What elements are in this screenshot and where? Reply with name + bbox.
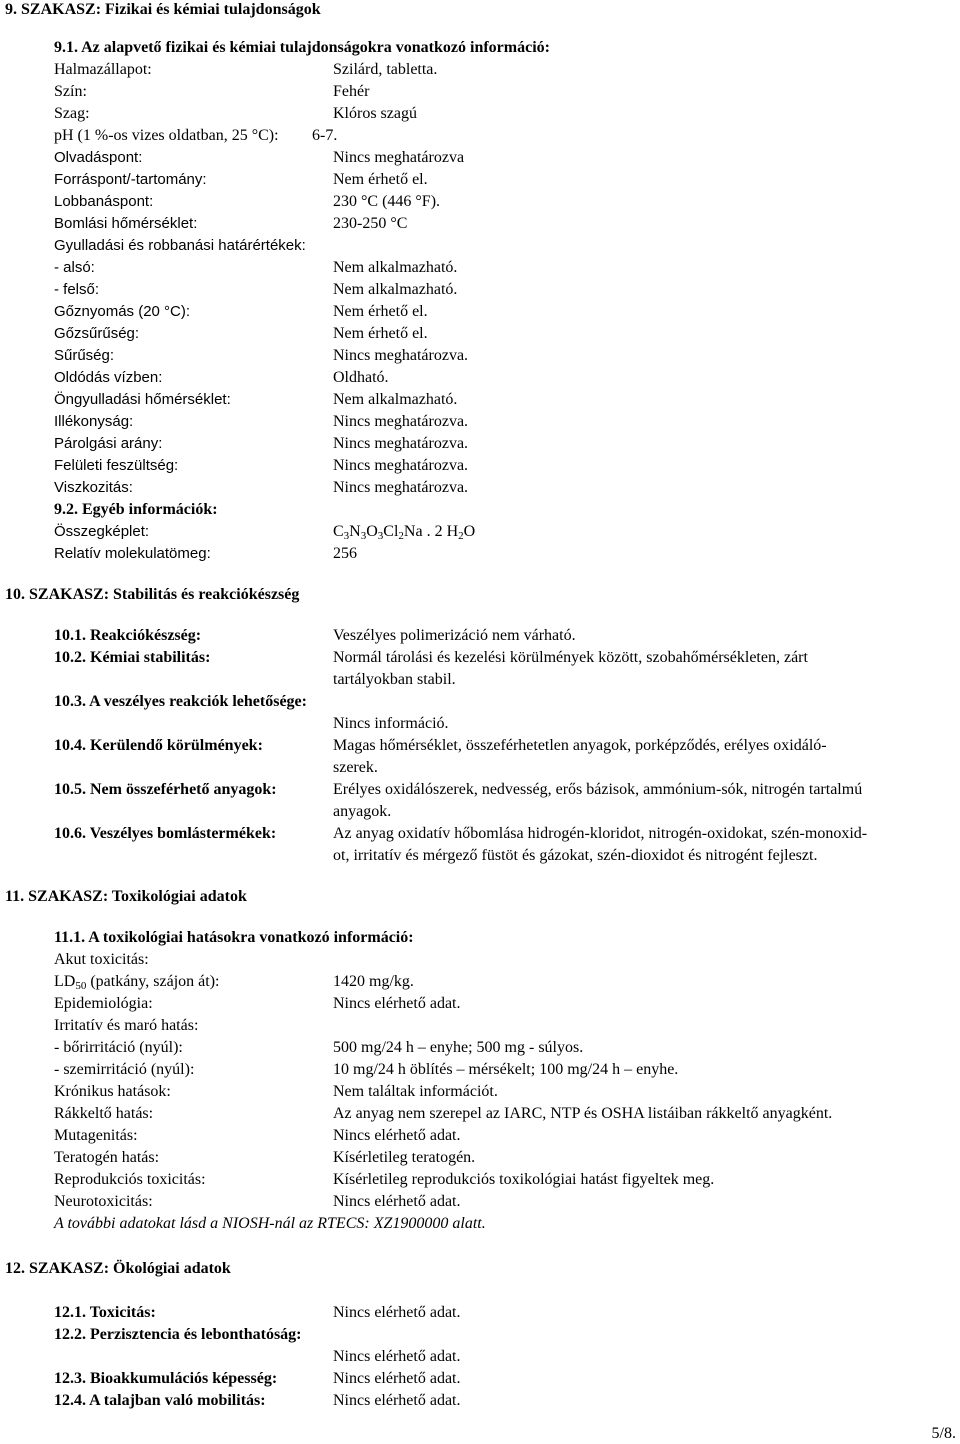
- tox-label: Mutagenitás:: [54, 1127, 138, 1144]
- tox-value: Nem találtak információt.: [333, 1083, 498, 1100]
- item-value: Erélyes oxidálószerek, nedvesség, erős bázisok, ammónium-sók, nitrogén tartalmú: [333, 781, 863, 798]
- item-value: szerek.: [333, 759, 378, 776]
- tox-label: Epidemiológia:: [54, 995, 153, 1012]
- item-value: Nincs elérhető adat.: [333, 1392, 461, 1409]
- property-label: Viszkozitás:: [54, 479, 133, 496]
- property-value: Nem érhető el.: [333, 171, 428, 188]
- property-value: Szilárd, tabletta.: [333, 61, 438, 78]
- item-value: anyagok.: [333, 803, 392, 820]
- property-label: pH (1 %-os vizes oldatban, 25 °C):: [54, 127, 279, 144]
- tox-label: Reprodukciós toxicitás:: [54, 1171, 206, 1188]
- property-value: Nincs meghatározva: [333, 149, 465, 166]
- item-value: Normál tárolási és kezelési körülmények között, szobahőmérsékleten, zárt: [333, 649, 808, 666]
- property-label: - felső:: [54, 281, 100, 298]
- property-value: 6-7.: [312, 127, 338, 144]
- property-value: Nem alkalmazható.: [333, 391, 458, 408]
- property-value: Nincs meghatározva.: [333, 457, 469, 474]
- property-label: Oldódás vízben:: [54, 369, 163, 386]
- property-label: Gyulladási és robbanási határértékek:: [54, 237, 306, 254]
- tox-value: Nincs elérhető adat.: [333, 995, 461, 1012]
- page-number: 5/8.: [931, 1425, 956, 1442]
- property-label: - alsó:: [54, 259, 95, 276]
- item-label: 10.3. A veszélyes reakciók lehetősége:: [54, 693, 307, 710]
- section-9-1-heading: 9.1. Az alapvető fizikai és kémiai tulajdonságokra vonatkozó információ:: [54, 39, 550, 56]
- item-label: 10.2. Kémiai stabilitás:: [54, 649, 211, 666]
- item-value: ot, irritatív és mérgező füstöt és gázokat, szén-dioxidot és nitrogént fejleszt.: [333, 847, 818, 864]
- item-label: 10.1. Reakciókészség:: [54, 627, 202, 644]
- property-label: Bomlási hőmérséklet:: [54, 215, 198, 232]
- property-value: Nem érhető el.: [333, 325, 428, 342]
- section-10-title: 10. SZAKASZ: Stabilitás és reakciókészség: [5, 586, 300, 603]
- section-9-title: 9. SZAKASZ: Fizikai és kémiai tulajdonságok: [5, 1, 321, 18]
- property-label: Halmazállapot:: [54, 61, 152, 78]
- section-11-1-heading: 11.1. A toxikológiai hatásokra vonatkozó információ:: [54, 929, 414, 946]
- property-label: Öngyulladási hőmérséklet:: [54, 391, 231, 408]
- property-label: Párolgási arány:: [54, 435, 163, 452]
- property-label: Sűrűség:: [54, 347, 115, 364]
- item-label: 10.4. Kerülendő körülmények:: [54, 737, 263, 754]
- property-label: Gőzsűrűség:: [54, 325, 140, 342]
- molecular-weight-label: Relatív molekulatömeg:: [54, 545, 211, 562]
- tox-value: Kísérletileg reprodukciós toxikológiai hatást figyeltek meg.: [333, 1171, 715, 1188]
- property-label: Felületi feszültség:: [54, 457, 179, 474]
- item-value: Nincs elérhető adat.: [333, 1370, 461, 1387]
- property-label: Olvadáspont:: [54, 149, 143, 166]
- property-label: Illékonyság:: [54, 413, 134, 430]
- item-label: 12.3. Bioakkumulációs képesség:: [54, 1370, 278, 1387]
- property-value: Nincs meghatározva.: [333, 435, 469, 452]
- property-label: Lobbanáspont:: [54, 193, 154, 210]
- ld50-label: $LD_{50}$ (patkány, szájon át):: [54, 973, 220, 992]
- formula-label: Összegképlet:: [54, 523, 150, 540]
- property-label: Szín:: [54, 83, 87, 100]
- section-12-title: 12. SZAKASZ: Ökológiai adatok: [5, 1260, 231, 1277]
- property-value: Fehér: [333, 83, 370, 100]
- item-value: Magas hőmérséklet, összeférhetetlen anyagok, porképződés, erélyes oxidáló-: [333, 737, 827, 754]
- tox-value: Kísérletileg teratogén.: [333, 1149, 476, 1166]
- tox-label: Teratogén hatás:: [54, 1149, 160, 1166]
- item-value: Veszélyes polimerizáció nem várható.: [333, 627, 576, 644]
- niosh-note: A további adatokat lásd a NIOSH-nál az RTECS: XZ1900000 alatt.: [54, 1215, 486, 1232]
- ld50-value: 1420 mg/kg.: [333, 973, 414, 990]
- tox-label: Neurotoxicitás:: [54, 1193, 153, 1210]
- tox-value: Nincs elérhető adat.: [333, 1193, 461, 1210]
- tox-value: Az anyag nem szerepel az IARC, NTP és OSHA listáiban rákkeltő anyagként.: [333, 1105, 833, 1122]
- property-value: 230-250 °C: [333, 215, 408, 232]
- item-value: tartályokban stabil.: [333, 671, 456, 688]
- property-value: Klóros szagú: [333, 105, 417, 122]
- item-value: Nincs elérhető adat.: [333, 1304, 461, 1321]
- chemical-formula: $C_3N_3O_3Cl_2Na$ . 2 $H_2O$: [333, 523, 476, 542]
- property-value: 230 °C (446 °F).: [333, 193, 441, 210]
- property-label: Forráspont/-tartomány:: [54, 171, 207, 188]
- tox-label: Rákkeltő hatás:: [54, 1105, 154, 1122]
- property-value: Nincs meghatározva.: [333, 479, 469, 496]
- tox-label: - bőrirritáció (nyúl):: [54, 1039, 183, 1056]
- tox-label: - szemirritáció (nyúl):: [54, 1061, 195, 1078]
- tox-label: Krónikus hatások:: [54, 1083, 171, 1100]
- section-9-2-heading: 9.2. Egyéb információk:: [54, 501, 218, 518]
- property-value: Oldható.: [333, 369, 389, 386]
- molecular-weight-value: 256: [333, 545, 357, 562]
- tox-value: 10 mg/24 h öblítés – mérsékelt; 100 mg/24 h – enyhe.: [333, 1061, 679, 1078]
- item-value: Az anyag oxidatív hőbomlása hidrogén-kloridot, nitrogén-oxidokat, szén-monoxid-: [333, 825, 868, 842]
- property-value: Nincs meghatározva.: [333, 413, 469, 430]
- item-label: 12.2. Perzisztencia és lebonthatóság:: [54, 1326, 302, 1343]
- item-label: 10.6. Veszélyes bomlástermékek:: [54, 825, 277, 842]
- property-label: Szag:: [54, 105, 90, 122]
- item-label: 12.1. Toxicitás:: [54, 1304, 156, 1321]
- item-label: 12.4. A talajban való mobilitás:: [54, 1392, 266, 1409]
- section-11-title: 11. SZAKASZ: Toxikológiai adatok: [5, 888, 247, 905]
- item-value: Nincs információ.: [333, 715, 449, 732]
- property-value: Nem alkalmazható.: [333, 259, 458, 276]
- item-label: 10.5. Nem összeférhető anyagok:: [54, 781, 277, 798]
- item-value: Nincs elérhető adat.: [333, 1348, 461, 1365]
- tox-value: 500 mg/24 h – enyhe; 500 mg - súlyos.: [333, 1039, 584, 1056]
- property-value: Nem érhető el.: [333, 303, 428, 320]
- property-value: Nincs meghatározva.: [333, 347, 469, 364]
- property-value: Nem alkalmazható.: [333, 281, 458, 298]
- property-label: Gőznyomás (20 °C):: [54, 303, 191, 320]
- tox-label: Irritatív és maró hatás:: [54, 1017, 199, 1034]
- acute-toxicity-label: Akut toxicitás:: [54, 951, 149, 968]
- tox-value: Nincs elérhető adat.: [333, 1127, 461, 1144]
